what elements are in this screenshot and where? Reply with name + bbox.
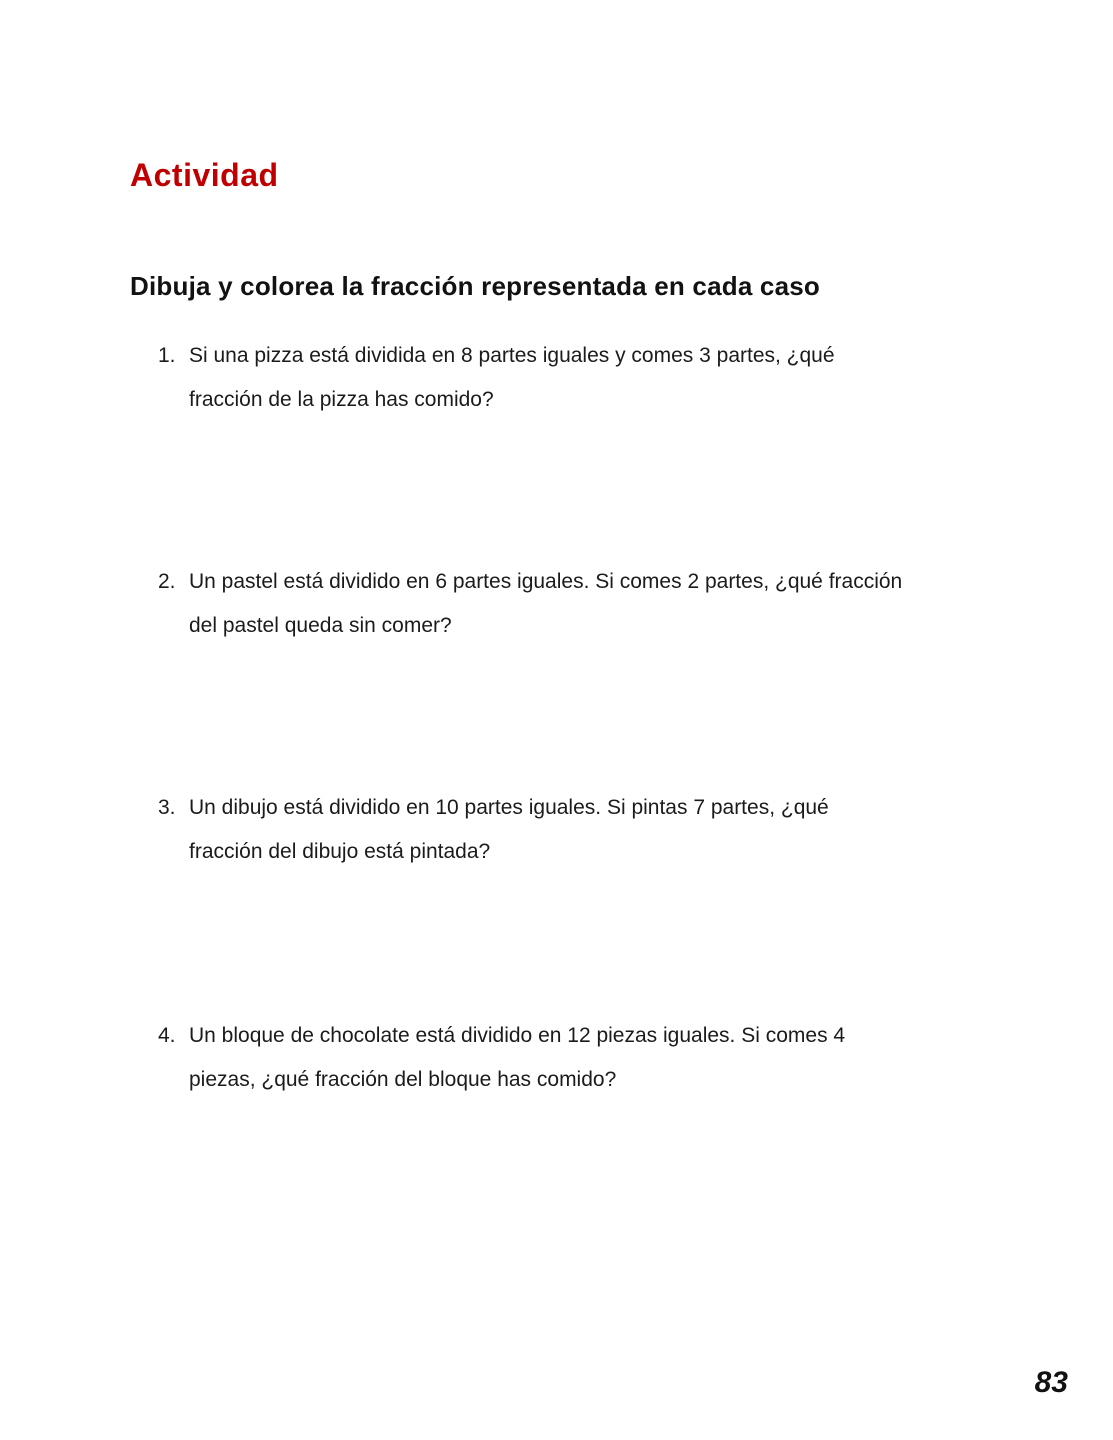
question-line: del pastel queda sin comer? <box>189 614 452 637</box>
question-number: 4. <box>158 1024 176 1047</box>
instructions-heading: Dibuja y colorea la fracción representada en cada caso <box>130 270 820 301</box>
question-item-3 <box>158 786 829 874</box>
question-line: Un pastel está dividido en 6 partes iguales. Si comes 2 partes, ¿qué fracción <box>189 570 903 593</box>
question-number: 2. <box>158 570 176 593</box>
question-text <box>189 1014 845 1102</box>
question-line: fracción de la pizza has comido? <box>189 388 494 411</box>
question-item-1 <box>158 334 835 422</box>
question-item-4 <box>158 1014 845 1102</box>
question-line: Un dibujo está dividido en 10 partes iguales. Si pintas 7 partes, ¿qué <box>189 796 829 819</box>
question-number: 3. <box>158 796 176 819</box>
question-item-2 <box>158 560 902 648</box>
page-number: 83 <box>1034 1366 1068 1399</box>
question-text <box>189 560 902 648</box>
question-text <box>189 786 829 874</box>
question-line: Si una pizza está dividida en 8 partes iguales y comes 3 partes, ¿qué <box>189 344 835 367</box>
activity-heading: Actividad <box>130 157 279 194</box>
question-number: 1. <box>158 344 176 367</box>
question-line: fracción del dibujo está pintada? <box>189 840 491 863</box>
question-line: piezas, ¿qué fracción del bloque has comido? <box>189 1068 617 1091</box>
question-text <box>189 334 835 422</box>
question-line: Un bloque de chocolate está dividido en 12 piezas iguales. Si comes 4 <box>189 1024 846 1047</box>
